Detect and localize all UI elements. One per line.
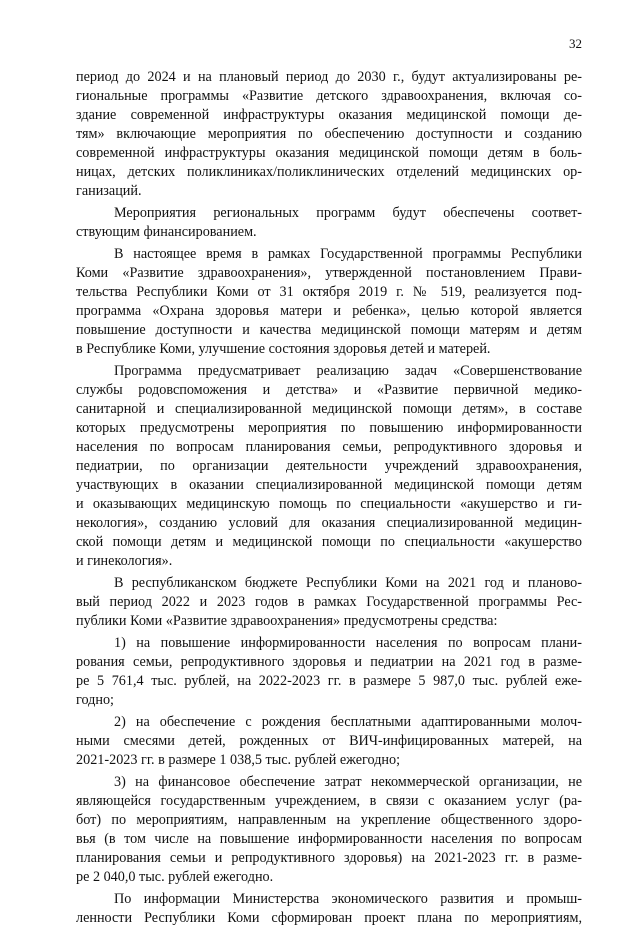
paragraph (76, 204, 582, 242)
text-line: годно; (76, 692, 114, 708)
paragraph (76, 890, 582, 928)
text-line: ской помощи детям и медицинской помощи по специальности «акушерство (76, 534, 582, 550)
text-line: По информации Министерства экономического развития и промыш- (114, 891, 582, 907)
text-line: населения по вопросам планирования семьи, репродуктивного здоровья и (76, 439, 582, 455)
text-line: и гинекология». (76, 553, 173, 569)
text-line: программа «Охрана здоровья матери и ребенка», целью которой является (76, 303, 582, 319)
text-line: вья (в том числе на повышение информированности населения по вопросам (76, 831, 582, 847)
text-line: 1) на повышение информированности населения по вопросам плани- (114, 635, 582, 651)
text-line: 2) на обеспечение с рождения бесплатными адаптированными молоч- (114, 714, 582, 730)
text-line: В настоящее время в рамках Государственной программы Республики (114, 246, 582, 262)
paragraph (76, 773, 582, 887)
text-line: являющейся государственным учреждением, в связи с оказанием услуг (ра- (76, 793, 582, 809)
text-line: ганизаций. (76, 183, 142, 199)
text-line: ленности Республики Коми сформирован проект плана по мероприятиям, (76, 910, 582, 926)
text-line: Мероприятия региональных программ будут обеспечены соответ- (114, 205, 582, 221)
paragraph (76, 574, 582, 631)
text-line: 3) на финансовое обеспечение затрат некоммерческой организации, не (114, 774, 582, 790)
paragraph (76, 362, 582, 571)
text-line: рования семьи, репродуктивного здоровья и педиатрии на 2021 год в разме- (76, 654, 582, 670)
text-line: и оказывающих медицинскую помощь по специальности «акушерство и ги- (76, 496, 582, 512)
text-line: вый период 2022 и 2023 годов в рамках Государственной программы Рес- (76, 594, 582, 610)
text-line: некология», созданию условий для оказания специализированной медицин- (76, 515, 582, 531)
text-line: Программа предусматривает реализацию задач «Совершенствование (114, 363, 582, 379)
text-line: планирования семьи и репродуктивного здоровья) на 2021-2023 гг. в разме- (76, 850, 582, 866)
page-number: 32 (569, 36, 582, 51)
text-line: гиональные программы «Развитие детского здравоохранения, включая со- (76, 88, 582, 104)
text-line: тям» включающие мероприятия по обеспечению доступности и созданию (76, 126, 582, 142)
text-line: бот) по мероприятиям, направленным на укрепление общественного здоро- (76, 812, 582, 828)
text-line: ствующим финансированием. (76, 224, 257, 240)
body-text (76, 68, 582, 931)
text-line: в Республике Коми, улучшение состояния здоровья детей и матерей. (76, 341, 491, 357)
text-line: ными смесями детей, рожденных от ВИЧ-инфицированных матерей, на (76, 733, 582, 749)
paragraph (76, 245, 582, 359)
text-line: период до 2024 и на плановый период до 2030 г., будут актуализированы ре- (76, 69, 582, 85)
text-line: здание современной инфраструктуры оказания медицинской помощи де- (76, 107, 582, 123)
text-line: которых предусмотрены мероприятия по повышению информированности (76, 420, 582, 436)
text-line: В республиканском бюджете Республики Коми на 2021 год и планово- (114, 575, 582, 591)
text-line: современной инфраструктуры оказания медицинской помощи детям в боль- (76, 145, 582, 161)
text-line: публики Коми «Развитие здравоохранения» предусмотрены средства: (76, 613, 498, 629)
text-line: повышение доступности и качества медицинской помощи матерям и детям (76, 322, 582, 338)
text-line: ре 2 040,0 тыс. рублей ежегодно. (76, 869, 274, 885)
text-line: ницах, детских поликлиниках/поликлинических отделений медицинских ор- (76, 164, 582, 180)
text-line: службы родовспоможения и детства» и «Развитие первичной медико- (76, 382, 582, 398)
text-line: ре 5 761,4 тыс. рублей, на 2022-2023 гг. в размере 5 987,0 тыс. рублей еже- (76, 673, 582, 689)
paragraph (76, 68, 582, 201)
paragraph (76, 634, 582, 710)
text-line: педиатрии, по организации деятельности учреждений здравоохранения, (76, 458, 582, 474)
text-line: участвующих в оказании специализированной медицинской помощи детям (76, 477, 582, 493)
paragraph (76, 713, 582, 770)
text-line: тельства Республики Коми от 31 октября 2019 г. № 519, реализуется под- (76, 284, 582, 300)
text-line: санитарной и специализированной медицинской помощи детям», в составе (76, 401, 582, 417)
text-line: 2021-2023 гг. в размере 1 038,5 тыс. рублей ежегодно; (76, 752, 401, 768)
text-line: Коми «Развитие здравоохранения», утвержденной постановлением Прави- (76, 265, 582, 281)
